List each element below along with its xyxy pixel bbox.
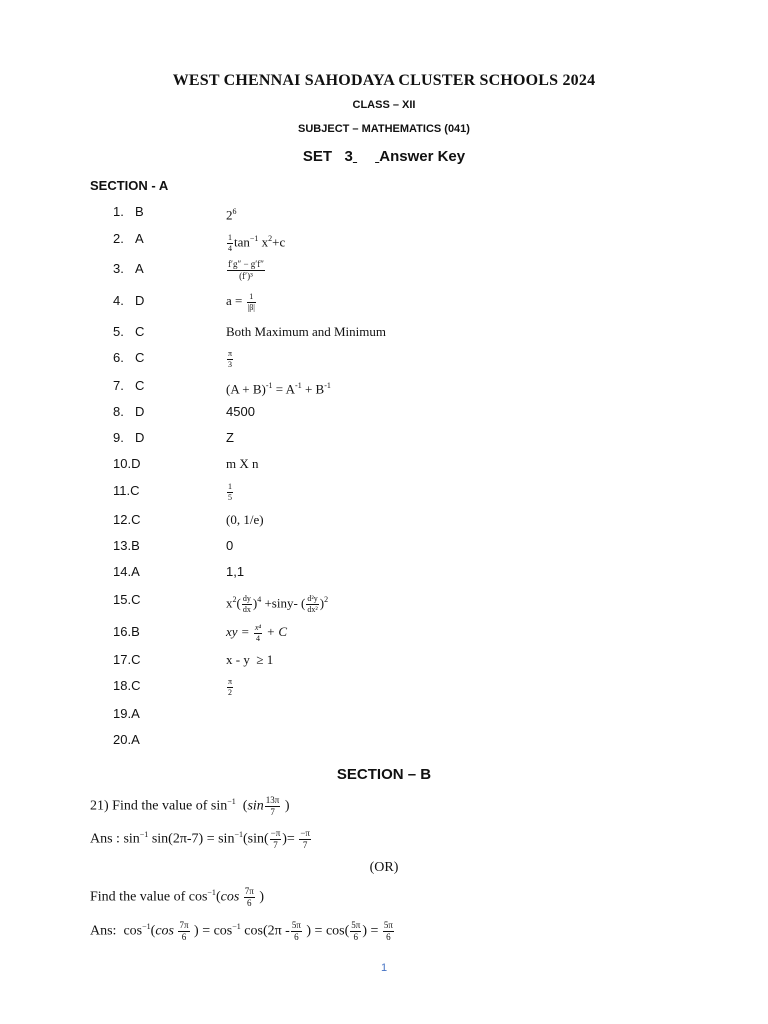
answer-12: (0, 1/e): [226, 512, 264, 527]
answer-key-label: Answer Key: [379, 148, 466, 165]
answer-13: 0: [226, 538, 234, 553]
answer-10: m X n: [226, 456, 259, 471]
answer-8: 4500: [226, 404, 255, 419]
document-title: WEST CHENNAI SAHODAYA CLUSTER SCHOOLS 2024: [172, 72, 596, 89]
answer-21-alt: Ans: $\cos^{-1}(\cos$ $\frac{7\pi}{6}$ ) = $\cos^{-1} \cos(2\pi$ - $\frac{5\pi}{6}$ ) = cos( $\frac{5\pi}{6}$ ) = $\frac{5\pi}{6}$: [90, 920, 393, 942]
section-b-heading: SECTION – B: [336, 766, 432, 783]
answer-row-1: 1. B $2^6$: [0, 201, 768, 223]
answer-row-12: 12.C (0, 1/e): [0, 509, 768, 531]
answer-21: Ans : $\sin^{-1} \sin(2\pi-7) = \sin^{-1}(\sin$( $\frac{-\pi}{7}$ )= $\frac{-\pi}{7}$: [90, 828, 310, 850]
answer-row-7: 7. C $(A + B)^{-1} = A^{-1} + B^{-1}$: [0, 375, 768, 397]
answer-4: a = $\frac{1}{|\beta|}$: [226, 291, 255, 312]
set-answer-key-heading: [0, 148, 768, 165]
answer-3: $\frac{f'g'' - g'f''}{\text{(f′)³}}$: [228, 258, 265, 281]
answer-9: Z: [226, 430, 234, 445]
answer-row-15: 15.C $x^2$( $\frac{dy}{dx}$ )$^4$ +siny- ( $\frac{\text{d²y}}{\text{dx²}}$ )$^2$: [0, 589, 768, 611]
answer-2: $\frac{1}{4}$ $\tan^{-1} x^2+c$: [228, 232, 286, 253]
answer-row-5: 5. C Both Maximum and Minimum: [0, 321, 768, 343]
answer-16: xy = $\frac{\text{x⁴}}{4}$ + C: [226, 622, 288, 643]
answer-18: $\frac{\pi}{2}$: [228, 676, 233, 697]
answer-row-9: 9. D Z: [0, 427, 768, 449]
answer-11: $\frac{1}{5}$: [228, 481, 232, 502]
answer-5: Both Maximum and Minimum: [226, 324, 386, 339]
page-number: 1: [380, 962, 388, 974]
answer-14: 1,1: [226, 564, 245, 579]
answer-row-6: 6. C $\frac{\pi}{3}$: [113, 348, 233, 369]
answer-row-3: 3. A $\frac{f'g'' - g'f''}{\text{(f′)³}}$: [113, 258, 265, 281]
answer-6: $\frac{\pi}{3}$: [228, 348, 233, 369]
subject-label: SUBJECT – MATHEMATICS (041): [298, 123, 470, 135]
answer-row-8: 8. D 4500: [0, 401, 768, 423]
answer-row-17: 17.C x - y ≥ 1: [0, 649, 768, 671]
answer-row-2: 2. A $\frac{1}{4}$ $\tan^{-1} x^2+c$: [0, 228, 768, 250]
answer-row-18: 18.C $\frac{\pi}{2}$: [113, 676, 233, 697]
answer-15: $x^2$( $\frac{dy}{dx}$ )$^4$ +siny- ( $\frac{\text{d²y}}{\text{dx²}}$ )$^2$: [226, 593, 329, 614]
section-a-heading: SECTION - A: [90, 178, 169, 193]
answer-row-20: 20.A: [113, 732, 140, 747]
answer-row-19: 19.A: [113, 706, 140, 721]
answer-17: x - y ≥ 1: [226, 652, 274, 667]
set-label: SET 3: [302, 148, 353, 165]
class-label: CLASS – XII: [352, 99, 416, 111]
answer-row-11: 11.C $\frac{1}{5}$: [113, 481, 232, 502]
answer-row-10: 10.D m X n: [0, 453, 768, 475]
answer-7: $(A + B)^{-1} = A^{-1} + B^{-1}$: [226, 381, 331, 397]
answer-row-4: 4. D a = $\frac{1}{|\beta|}$: [113, 291, 255, 312]
answer-1: $2^6$: [226, 207, 237, 223]
question-21-alt: Find the value of $\cos^{-1}(\cos$ $\frac{7\pi}{6}$ ): [90, 886, 264, 908]
answer-row-14: 14.A 1,1: [0, 561, 768, 583]
or-separator: (OR): [369, 860, 399, 875]
answer-row-16: 16.B xy = $\frac{\text{x⁴}}{4}$ + C: [113, 622, 288, 643]
question-21: 21) Find the value of $\sin^{-1} (\sin$ $\frac{13\pi}{7}$ ): [90, 795, 290, 817]
answer-row-13: 13.B 0: [0, 535, 768, 557]
